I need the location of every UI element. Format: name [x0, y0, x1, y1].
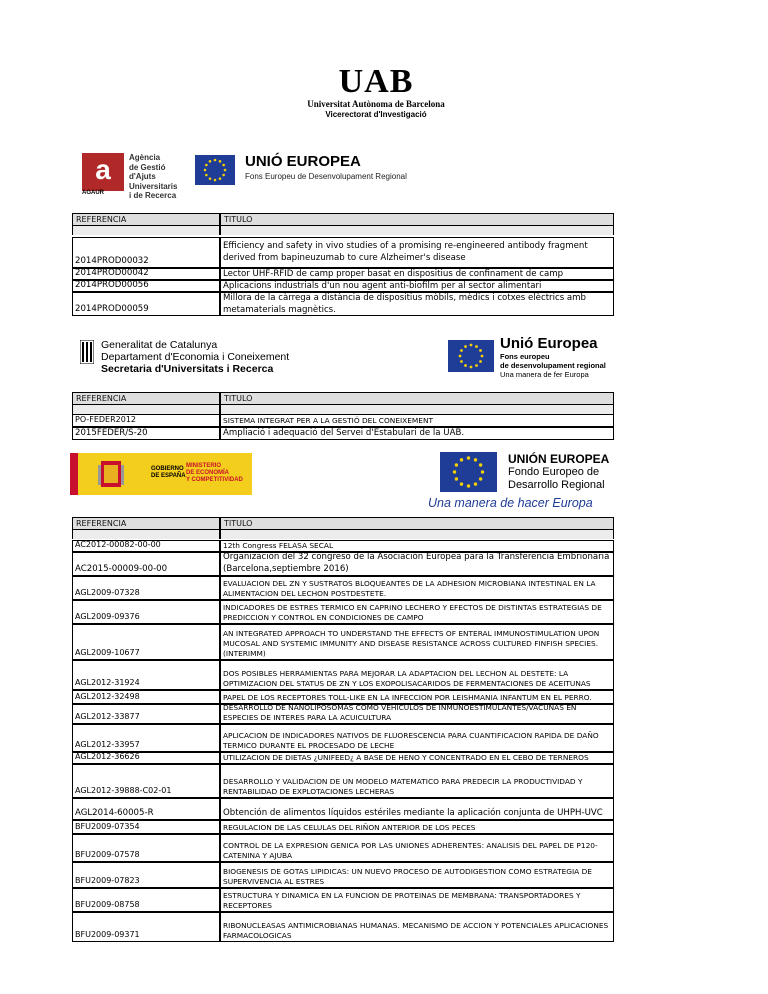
table3-row-title: Organización del 32 congreso de la Asociación Europea para la Transferencia Embrionaria (Barcelona,septiembre 2016)	[220, 552, 614, 576]
table3-row-ref: AC2012-00082-00-00	[72, 540, 220, 552]
ministerio-text: MINISTERIO DE ECONOMÍA Y COMPETITIVIDAD	[186, 463, 243, 483]
eu3-block: UNIÓN EUROPEA Fondo Europeo de Desarrollo Regional	[508, 452, 610, 491]
table1-header-title: TITULO	[220, 213, 614, 226]
table3-row-ref: AGL2009-10677	[72, 624, 220, 660]
table3-gap	[72, 530, 220, 539]
eu-flag-icon	[195, 155, 235, 185]
table3-row-ref: AGL2012-32498	[72, 690, 220, 704]
table2-row2-title: Ampliació i adequació del Servei d'Estabulari de la UAB.	[220, 427, 614, 440]
table3-row-title: INDICADORES DE ESTRES TERMICO EN CAPRINO LECHERO Y EFECTOS DE DISTINTAS ESTRATEGIAS DE PREDICCION Y CONTROL EN CONDICIONES DE CAMPO	[220, 600, 614, 624]
table3-row-ref: BFU2009-07578	[72, 834, 220, 862]
table2-row1-ref: PO-FEDER2012	[72, 414, 220, 427]
table1-row1-ref: 2014PROD00032	[72, 237, 220, 268]
table3-row-title: APLICACION DE INDICADORES NATIVOS DE FLUORESCENCIA PARA CUANTIFICACION RAPIDA DE DAÑO TERMICO DURANTE EL PROCESADO DE LECHE	[220, 724, 614, 752]
table3-row-title: BIOGENESIS DE GOTAS LIPIDICAS: UN NUEVO PROCESO DE AUTODIGESTION COMO ESTRATEGIA DE SUPERVIVENCIA AL ESTRES	[220, 862, 614, 888]
table3-row-title: DOS POSIBLES HERRAMIENTAS PARA MEJORAR LA ADAPTACION DEL LECHON AL DESTETE: LA OPTIMIZACION DEL STATUS DE ZN Y LOS EXOPOLISACARIDOS DE FERMENTACIONES DE ACEITUNAS	[220, 660, 614, 690]
eu3-slogan: Una manera de hacer Europa	[428, 496, 593, 510]
gencat-text: Generalitat de Catalunya Departament d'Economia i Coneixement Secretaria d'Universitats i Recerca	[101, 339, 290, 375]
table1-row2-title: Lector UHF-RFID de camp proper basat en dispositius de confinament de camp	[220, 268, 614, 280]
eu1-subtitle: Fons Europeu de Desenvolupament Regional	[245, 172, 407, 181]
uab-logo	[290, 65, 462, 125]
table3-row-title: AN INTEGRATED APPROACH TO UNDERSTAND THE EFFECTS OF ENTERAL IMMUNOSTIMULATION UPON MUCOSAL AND SYSTEMIC IMMUNITY AND DISEASE RESISTANCE ACROSS CULTURED FINFISH SPECIES.(INTERIMM)	[220, 624, 614, 660]
eu-flag-icon	[440, 452, 497, 492]
table2-gap	[220, 405, 614, 414]
table2-header-title: TITULO	[220, 392, 614, 405]
table3-row-title: EVALUACION DEL ZN Y SUSTRATOS BLOQUEANTES DE LA ADHESION MICROBIANA INTESTINAL EN LA ALIMENTACION DEL LECHON POSTDESTETE.	[220, 576, 614, 600]
uab-mark: UAB	[338, 63, 414, 100]
table3-row-ref: BFU2009-07823	[72, 862, 220, 888]
table3-row-ref: AGL2012-31924	[72, 660, 220, 690]
table3-row-title: UTILIZACION DE DIETAS ¿UNIFEED¿ A BASE DE HENO Y CONCENTRADO EN EL CEBO DE TERNEROS	[220, 752, 614, 764]
table3-header-title: TITULO	[220, 517, 614, 530]
table2-header-ref: REFERENCIA	[72, 392, 220, 405]
uab-name: Universitat Autònoma de Barcelona	[307, 99, 445, 109]
table3-row-ref: BFU2009-08758	[72, 888, 220, 912]
table3-row-title: REGULACION DE LAS CELULAS DEL RIÑON ANTERIOR DE LOS PECES	[220, 820, 614, 834]
table1-row3-ref: 2014PROD00056	[72, 280, 220, 292]
table3-row-ref: AC2015-00009-00-00	[72, 552, 220, 576]
table1-row4-title: Millora de la càrrega a distància de dispositius mòbils, mèdics i cotxes elèctrics amb metamaterials magnètics.	[220, 292, 614, 316]
eu1-title: UNIÓ EUROPEA	[245, 153, 361, 170]
agaur-text: Agència de Gestió d'Ajuts Universitaris i de Recerca	[129, 153, 178, 200]
table3-row-title: ESTRUCTURA Y DINAMICA EN LA FUNCION DE PROTEINAS DE MEMBRANA: TRANSPORTADORES Y RECEPTORES	[220, 888, 614, 912]
uab-vicerectorat: Vicerectorat d'Investigació	[325, 110, 427, 119]
coat-of-arms-icon	[96, 457, 126, 491]
gencat-icon	[80, 340, 94, 364]
table3-gap	[220, 530, 614, 539]
table2-row2-ref: 2015FEDER/S-20	[72, 427, 220, 440]
table2-row1-title: SISTEMA INTEGRAT PER A LA GESTIÓ DEL CONEIXEMENT	[220, 414, 614, 427]
spain-flag-stripe	[70, 453, 78, 495]
table3-row-title: Obtención de alimentos líquidos estériles mediante la aplicación conjunta de UHPH-UVC	[220, 798, 614, 820]
agaur-tag: AGAUR	[82, 190, 104, 196]
table3-row-ref: AGL2012-33957	[72, 724, 220, 752]
table3-row-ref: AGL2014-60005-R	[72, 798, 220, 820]
agaur-logo-mark: a	[82, 153, 124, 191]
table3-row-title: DESARROLLO Y VALIDACION DE UN MODELO MATEMATICO PARA PREDECIR LA PRODUCTIVIDAD Y RENTABILIDAD DE EXPLOTACIONES LECHERAS	[220, 764, 614, 798]
table3-row-ref: AGL2012-36626	[72, 752, 220, 764]
table3-row-ref: AGL2012-33877	[72, 704, 220, 724]
table3-row-ref: AGL2012-39888-C02-01	[72, 764, 220, 798]
eu-flag-icon	[448, 340, 494, 372]
table1-gap	[72, 226, 220, 235]
table3-row-title: CONTROL DE LA EXPRESION GENICA POR LAS UNIONES ADHERENTES: ANALISIS DEL PAPEL DE P120-CATENINA Y AJUBA	[220, 834, 614, 862]
gobierno-text: GOBIERNO DE ESPAÑA	[151, 466, 186, 479]
table3-row-ref: BFU2009-09371	[72, 912, 220, 942]
table3-row-ref: AGL2009-09376	[72, 600, 220, 624]
table1-row4-ref: 2014PROD00059	[72, 292, 220, 316]
table3-row-title: 12th Congress FELASA SECAL	[220, 540, 614, 552]
eu2-block: Unió Europea Fons europeu de desenvolupament regional Una manera de fer Europa	[500, 335, 606, 379]
table3-row-ref: AGL2009-07328	[72, 576, 220, 600]
table3-header-ref: REFERENCIA	[72, 517, 220, 530]
table1-row1-title: Efficiency and safety in vivo studies of a promising re-engineered antibody fragment derived from bapineuzumab to cure Alzheimer's disease	[220, 237, 614, 268]
table3-row-ref: BFU2009-07354	[72, 820, 220, 834]
table3-row-title: DESARROLLO DE NANOLIPOSOMAS COMO VEHICULOS DE INMUNOESTIMULANTES/VACUNAS EN ESPECIES DE INTERES PARA LA ACUICULTURA	[220, 704, 614, 724]
table2-gap	[72, 405, 220, 414]
table1-header-ref: REFERENCIA	[72, 213, 220, 226]
table3-row-title: PAPEL DE LOS RECEPTORES TOLL-LIKE EN LA INFECCION POR LEISHMANIA INFANTUM EN EL PERRO.	[220, 690, 614, 704]
table1-row2-ref: 2014PROD00042	[72, 268, 220, 280]
table1-gap	[220, 226, 614, 235]
table1-row3-title: Aplicacions industrials d'un nou agent anti-biofilm per al sector alimentari	[220, 280, 614, 292]
table3-row-title: RIBONUCLEASAS ANTIMICROBIANAS HUMANAS. MECANISMO DE ACCION Y POTENCIALES APLICACIONES FARMACOLOGICAS	[220, 912, 614, 942]
